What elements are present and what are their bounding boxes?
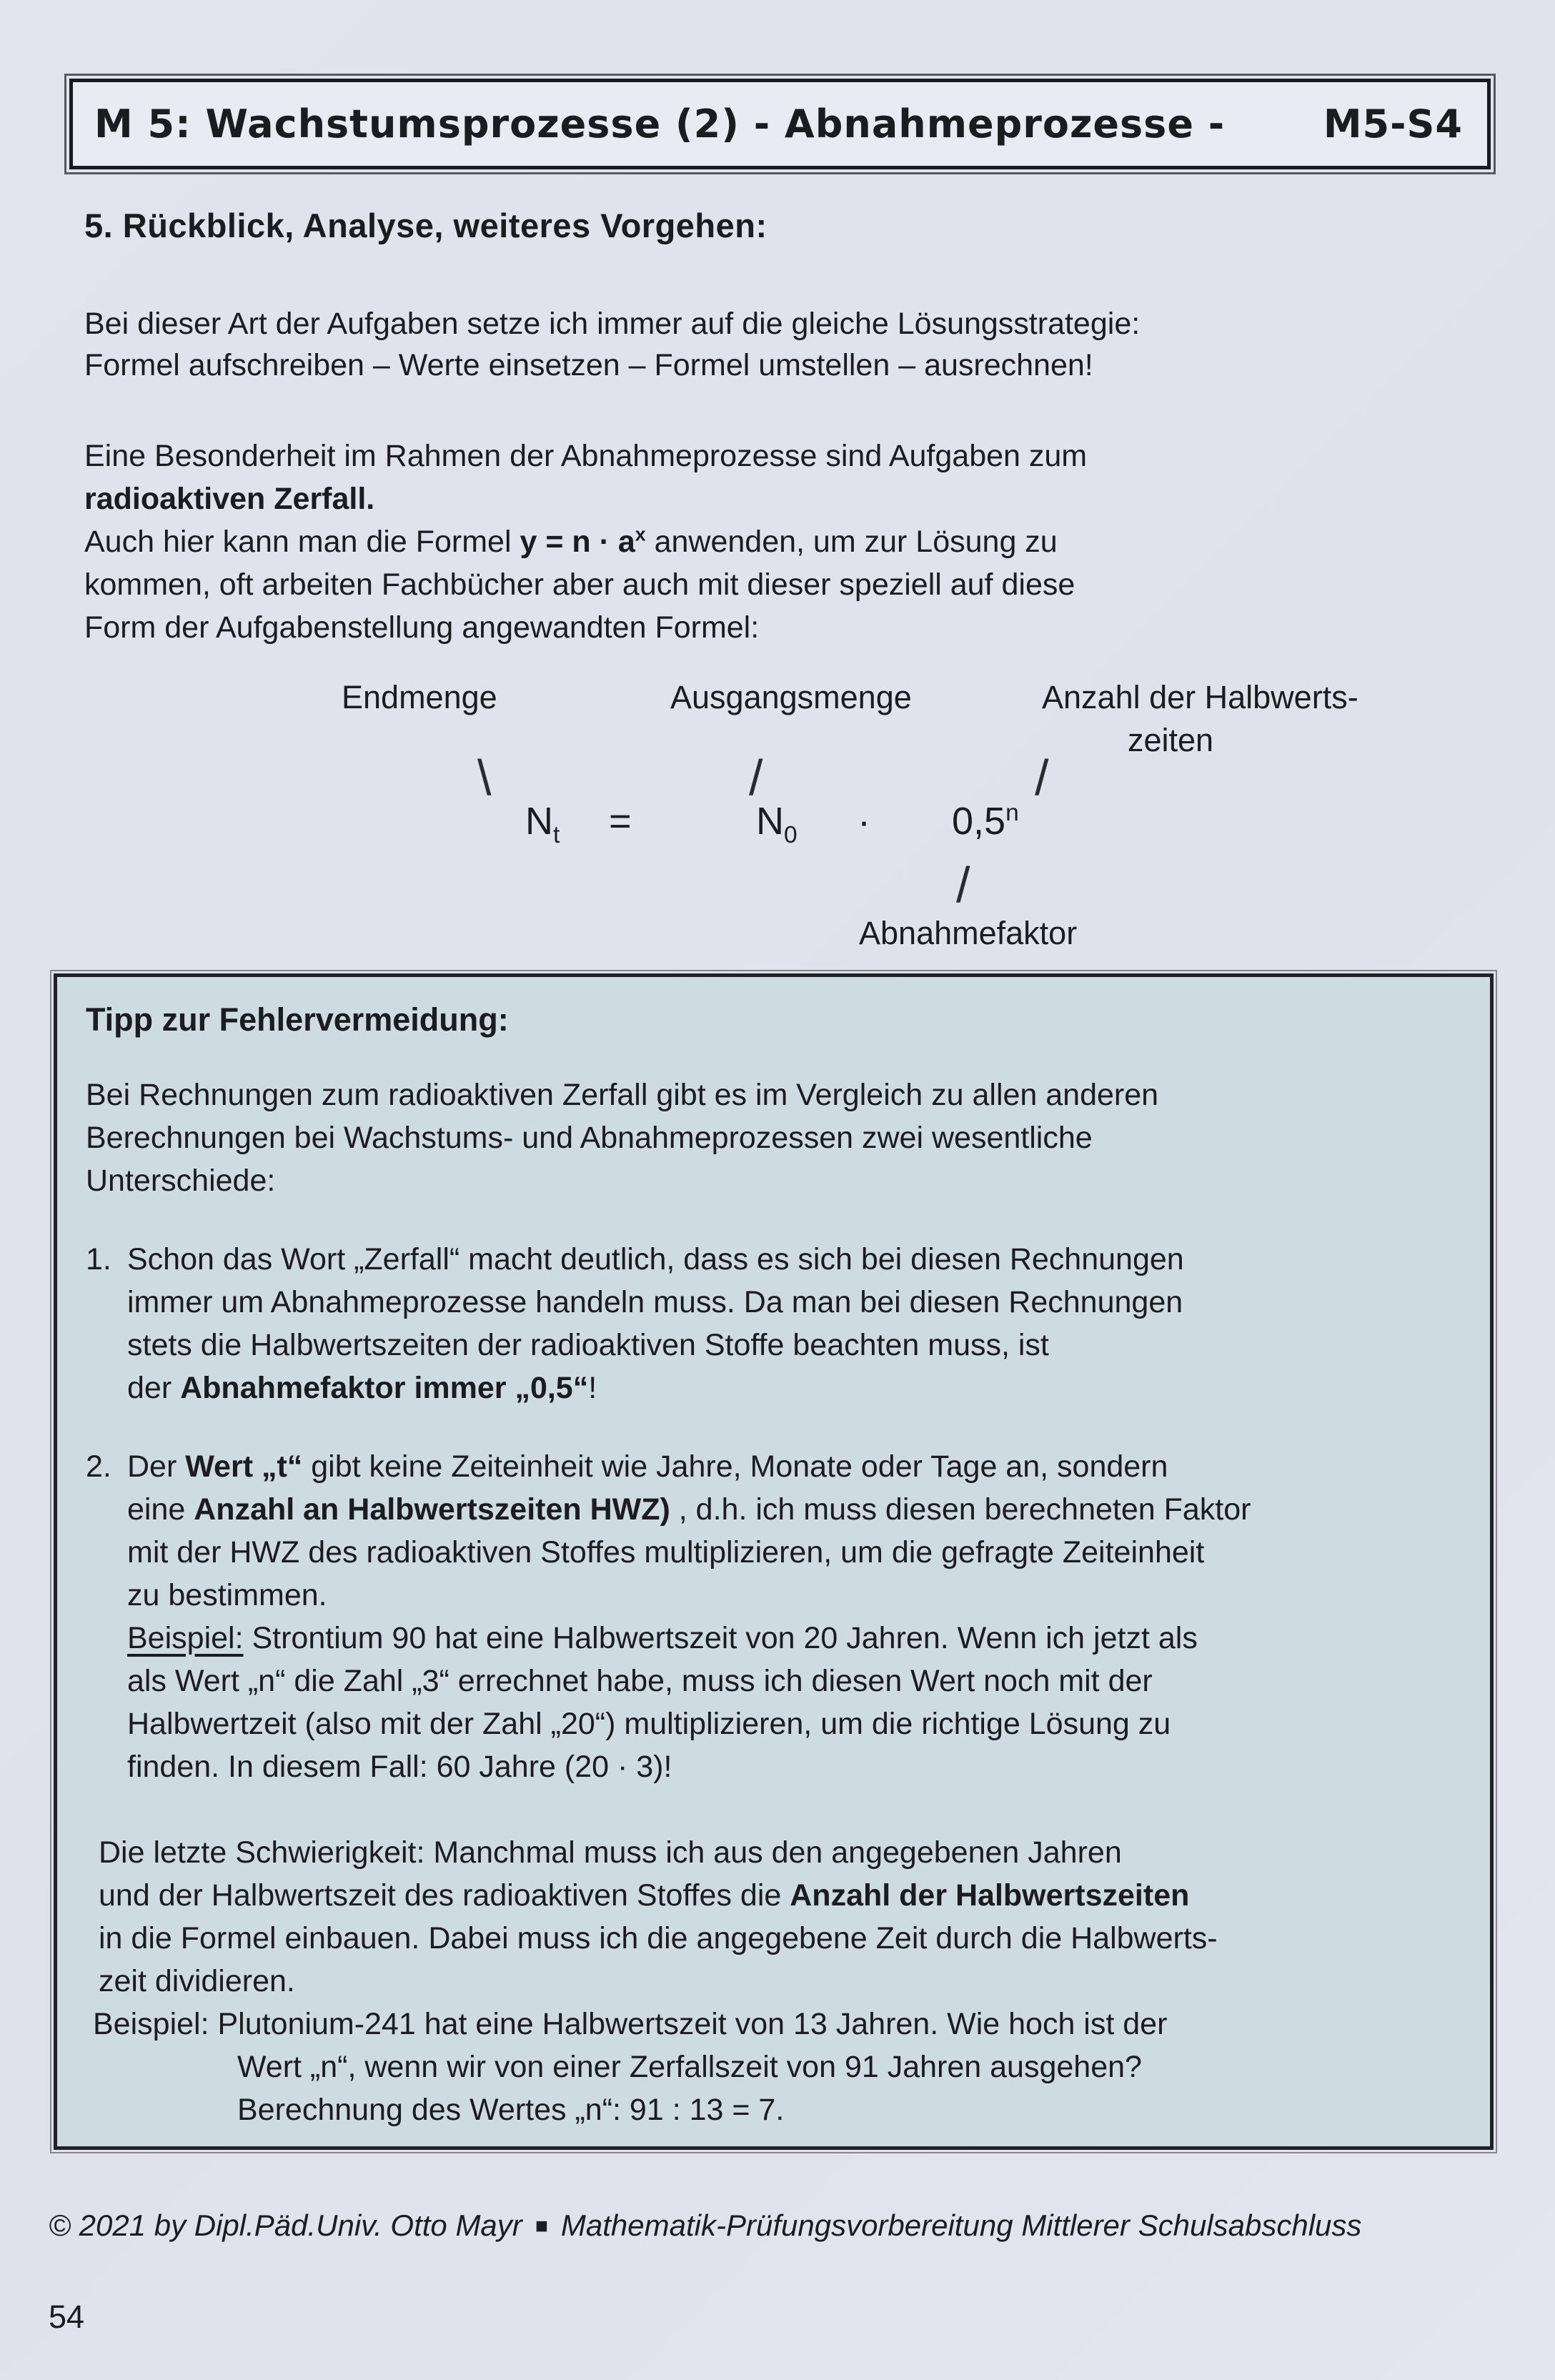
closing-line-2 [99, 1874, 1459, 1917]
footer-copyright: © 2021 by Dipl.Päd.Univ. Otto Mayr [49, 2208, 522, 2242]
header-code: M5-S4 [1323, 101, 1463, 147]
tip-closing-paragraph [86, 1831, 1459, 2003]
tip-item-1 [86, 1238, 1459, 1409]
intro-paragraph [84, 303, 1140, 386]
formula-decay-factor [952, 799, 1019, 843]
besonderheit-line-1: Eine Besonderheit im Rahmen der Abnahmeprozesse sind Aufgaben zum [84, 439, 1088, 473]
tip-item-1-line-4-pre: der [127, 1371, 181, 1405]
tip-item-1-line-4-bold: Abnahmefaktor immer „0,5“ [180, 1371, 589, 1405]
connector-slash-1: / [749, 750, 763, 805]
intro-line-2: Formel aufschreiben – Werte einsetzen – Formel umstellen – ausrechnen! [84, 348, 1093, 382]
connector-slash-3: / [956, 857, 970, 913]
formula-diagram [0, 672, 1555, 958]
example-2-line-1: Beispiel: Plutonium-241 hat eine Halbwertszeit von 13 Jahren. Wie hoch ist der [93, 2007, 1168, 2041]
example-1-line-1-rest: Strontium 90 hat eine Halbwertszeit von 20 Jahren. Wenn ich jetzt als [243, 1621, 1198, 1655]
tip-heading: Tipp zur Fehlervermeidung: [86, 1001, 509, 1038]
n0-base: N [756, 800, 784, 843]
formula-equals: = [609, 800, 632, 843]
page-number: 54 [49, 2299, 85, 2335]
label-abnahmefaktor: Abnahmefaktor [859, 915, 1078, 951]
label-ausgangsmenge: Ausgangsmenge [670, 679, 912, 715]
tip-item-2-line-1-post: gibt keine Zeiteinheit wie Jahre, Monate oder Tage an, sondern [302, 1449, 1168, 1484]
footer-series: Mathematik-Prüfungsvorbereitung Mittlerer Schulsabschluss [560, 2208, 1362, 2242]
formula-exponent: x [635, 523, 646, 545]
besonderheit-line-3-pre: Auch hier kann man die Formel [84, 525, 520, 559]
example-1-line-2: als Wert „n“ die Zahl „3“ errechnet habe, muss ich diesen Wert noch mit der [127, 1664, 1153, 1698]
tip-item-2 [86, 1445, 1459, 1617]
tip-item-1-line-3: stets die Halbwertszeiten der radioaktiven Stoffe beachten muss, ist [127, 1328, 1049, 1362]
tip-item-2-line-2-post: , d.h. ich muss diesen berechneten Faktor [670, 1492, 1251, 1527]
connector-slash-2: / [1035, 750, 1049, 805]
label-endmenge: Endmenge [342, 679, 497, 715]
tip-item-1-number: 1. [86, 1242, 111, 1276]
tip-item-2-line-4: zu bestimmen. [127, 1578, 327, 1612]
tip-item-2-line-3: mit der HWZ des radioaktiven Stoffes multiplizieren, um die gefragte Zeiteinheit [127, 1535, 1205, 1570]
example-2-line-2: Wert „n“, wenn wir von einer Zerfallszeit von 91 Jahren ausgehen? [237, 2050, 1142, 2084]
closing-line-1: Die letzte Schwierigkeit: Manchmal muss ich aus den angegebenen Jahren [99, 1835, 1122, 1870]
decay-factor-exponent: n [1005, 800, 1019, 826]
tip-item-2-line-2 [127, 1488, 1459, 1531]
tip-item-2-line-2-pre: eine [127, 1492, 194, 1527]
formula-n0 [756, 799, 798, 848]
tip-item-1-line-4 [127, 1367, 1459, 1409]
besonderheit-line-2: radioaktiven Zerfall. [84, 482, 375, 516]
besonderheit-paragraph [84, 435, 1087, 649]
closing-line-2-pre: und der Halbwertszeit des radioaktiven Stoffes die [99, 1878, 790, 1913]
connector-backslash: \ [477, 750, 492, 805]
tip-intro [86, 1074, 1459, 1202]
formula-nt [525, 799, 560, 848]
example-1-label: Beispiel: [127, 1621, 244, 1655]
tip-item-2-line-2-bold: Anzahl an Halbwertszeiten HWZ) [194, 1492, 670, 1527]
example-1-line-4: finden. In diesem Fall: 60 Jahre (20 · 3)! [127, 1750, 672, 1784]
formula-dot: · [858, 800, 870, 843]
closing-line-3: in die Formel einbauen. Dabei muss ich die angegebene Zeit durch die Halbwerts- [99, 1921, 1218, 1955]
tip-box [54, 973, 1494, 2150]
square-bullet-icon: ■ [535, 2214, 548, 2238]
besonderheit-line-3-post: anwenden, um zur Lösung zu [645, 525, 1058, 559]
tip-intro-line-1: Bei Rechnungen zum radioaktiven Zerfall gibt es im Vergleich zu allen anderen [86, 1078, 1159, 1112]
closing-line-2-bold: Anzahl der Halbwertszeiten [790, 1878, 1190, 1913]
footer [49, 2208, 1361, 2243]
tip-item-2-line-1-pre: Der [127, 1449, 186, 1484]
tip-item-1-line-1: Schon das Wort „Zerfall“ macht deutlich, dass es sich bei diesen Rechnungen [127, 1242, 1184, 1276]
tip-item-2-number: 2. [86, 1449, 111, 1484]
label-halbwertszeiten-line2: zeiten [1128, 722, 1214, 758]
header-title-box [69, 79, 1491, 169]
decay-factor-base: 0,5 [952, 800, 1006, 843]
besonderheit-line-3 [84, 520, 1087, 563]
tip-intro-line-3: Unterschiede: [86, 1164, 276, 1198]
closing-line-4: zeit dividieren. [99, 1964, 295, 1998]
tip-intro-line-2: Berechnungen bei Wachstums- und Abnahmeprozessen zwei wesentliche [86, 1121, 1093, 1155]
tip-item-1-line-2: immer um Abnahmeprozesse handeln muss. Da man bei diesen Rechnungen [127, 1285, 1183, 1319]
header-title: M 5: Wachstumsprozesse (2) - Abnahmeprozesse - [94, 101, 1226, 147]
example-2-line-3: Berechnung des Wertes „n“: 91 : 13 = 7. [237, 2093, 785, 2127]
tip-example-strontium [86, 1617, 1459, 1788]
example-1-line-1 [127, 1617, 1459, 1660]
n0-subscript: 0 [784, 821, 798, 848]
formula-y-n-ax [520, 525, 645, 559]
tip-item-2-line-1 [127, 1445, 1459, 1488]
tip-example-plutonium [86, 2003, 1459, 2131]
formula-base: y = n · a [520, 525, 635, 559]
tip-item-1-line-4-post: ! [588, 1371, 597, 1405]
nt-base: N [525, 800, 553, 843]
intro-line-1: Bei dieser Art der Aufgaben setze ich immer auf die gleiche Lösungsstrategie: [84, 307, 1141, 341]
besonderheit-line-4: kommen, oft arbeiten Fachbücher aber auch mit dieser speziell auf diese [84, 567, 1075, 602]
example-1-line-3: Halbwertzeit (also mit der Zahl „20“) multiplizieren, um die richtige Lösung zu [127, 1707, 1171, 1741]
section-heading: 5. Rückblick, Analyse, weiteres Vorgehen: [84, 207, 767, 244]
tip-item-2-line-1-bold: Wert „t“ [185, 1449, 303, 1484]
besonderheit-line-5: Form der Aufgabenstellung angewandten Formel: [84, 610, 760, 645]
nt-subscript: t [553, 821, 560, 848]
label-halbwertszeiten-line1: Anzahl der Halbwerts- [1042, 679, 1358, 715]
